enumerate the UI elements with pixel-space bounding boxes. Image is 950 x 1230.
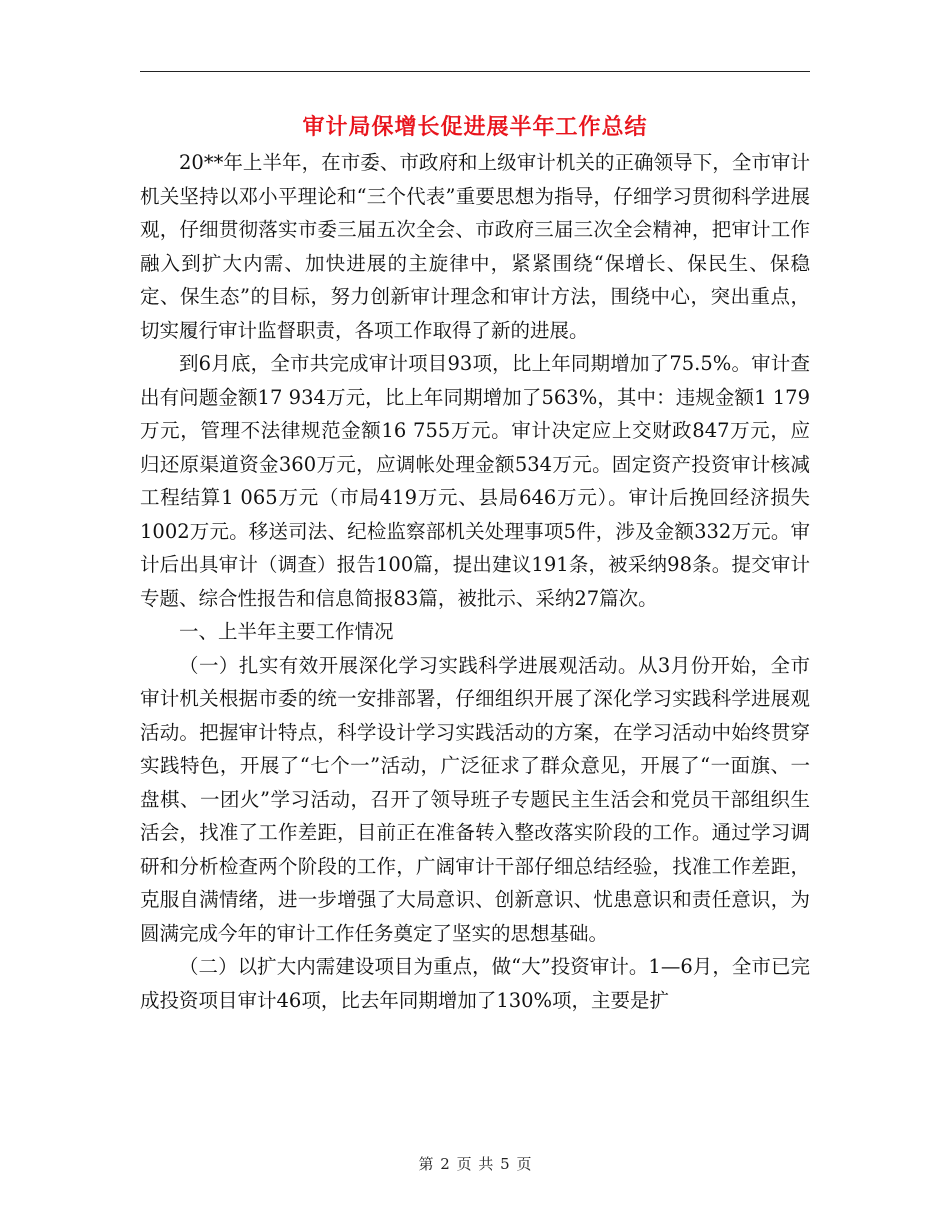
- document-body: [140, 146, 810, 1017]
- paragraph-intro: 20**年上半年，在市委、市政府和上级审计机关的正确领导下，全市审计机关坚持以邓小平理论和“三个代表”重要思想为指导，仔细学习贯彻科学进展观，仔细贯彻落实市委三届五次全会、市政府三届三次全会精神，把审计工作融入到扩大内需、加快进展的主旋律中，紧紧围绕“保增长、保民生、保稳定、保生态”的目标，努力创新审计理念和审计方法，围绕中心，突出重点，切实履行审计监督职责，各项工作取得了新的进展。: [140, 151, 810, 342]
- paragraph-item-1: （一）扎实有效开展深化学习实践科学进展观活动。从3月份开始，全市审计机关根据市委的统一安排部署，仔细组织开展了深化学习实践科学进展观活动。把握审计特点，科学设计学习实践活动的方案，在学习活动中始终贯穿实践特色，开展了“七个一”活动，广泛征求了群众意见，开展了“一面旗、一盘棋、一团火”学习活动，召开了领导班子专题民主生活会和党员干部组织生活会，找准了工作差距，目前正在准备转入整改落实阶段的工作。通过学习调研和分析检查两个阶段的工作，广阔审计干部仔细总结经验，找准工作差距，克服自满情绪，进一步增强了大局意识、创新意识、忧患意识和责任意识，为圆满完成今年的审计工作任务奠定了坚实的思想基础。: [140, 653, 810, 945]
- section-heading-1: 一、上半年主要工作情况: [179, 620, 394, 643]
- page-footer: 第 2 页 共 5 页: [418, 1155, 532, 1173]
- paragraph-item-2: （二）以扩大内需建设项目为重点，做“大”投资审计。1—6月，全市已完成投资项目审计46项，比去年同期增加了130%项，主要是扩: [140, 955, 810, 1012]
- paragraph-statistics: 到6月底，全市共完成审计项目93项，比上年同期增加了75.5%。审计查出有问题金额17 934万元，比上年同期增加了563%，其中：违规金额1 179万元，管理不法律规范金额16 755万元。审计决定应上交财政847万元，应归还原渠道资金360万元，应调帐处理金额534万元。固定资产投资审计核减工程结算1 065万元（市局419万元、县局646万元）。审计后挽回经济损失1002万元。移送司法、纪检监察部机关处理事项5件，涉及金额332万元。审计后出具审计（调查）报告100篇，提出建议191条，被采纳98条。提交审计专题、综合性报告和信息简报83篇，被批示、采纳27篇次。: [140, 352, 810, 610]
- document-title: 审计局保增长促进展半年工作总结: [302, 114, 648, 140]
- header-rule: [140, 71, 810, 72]
